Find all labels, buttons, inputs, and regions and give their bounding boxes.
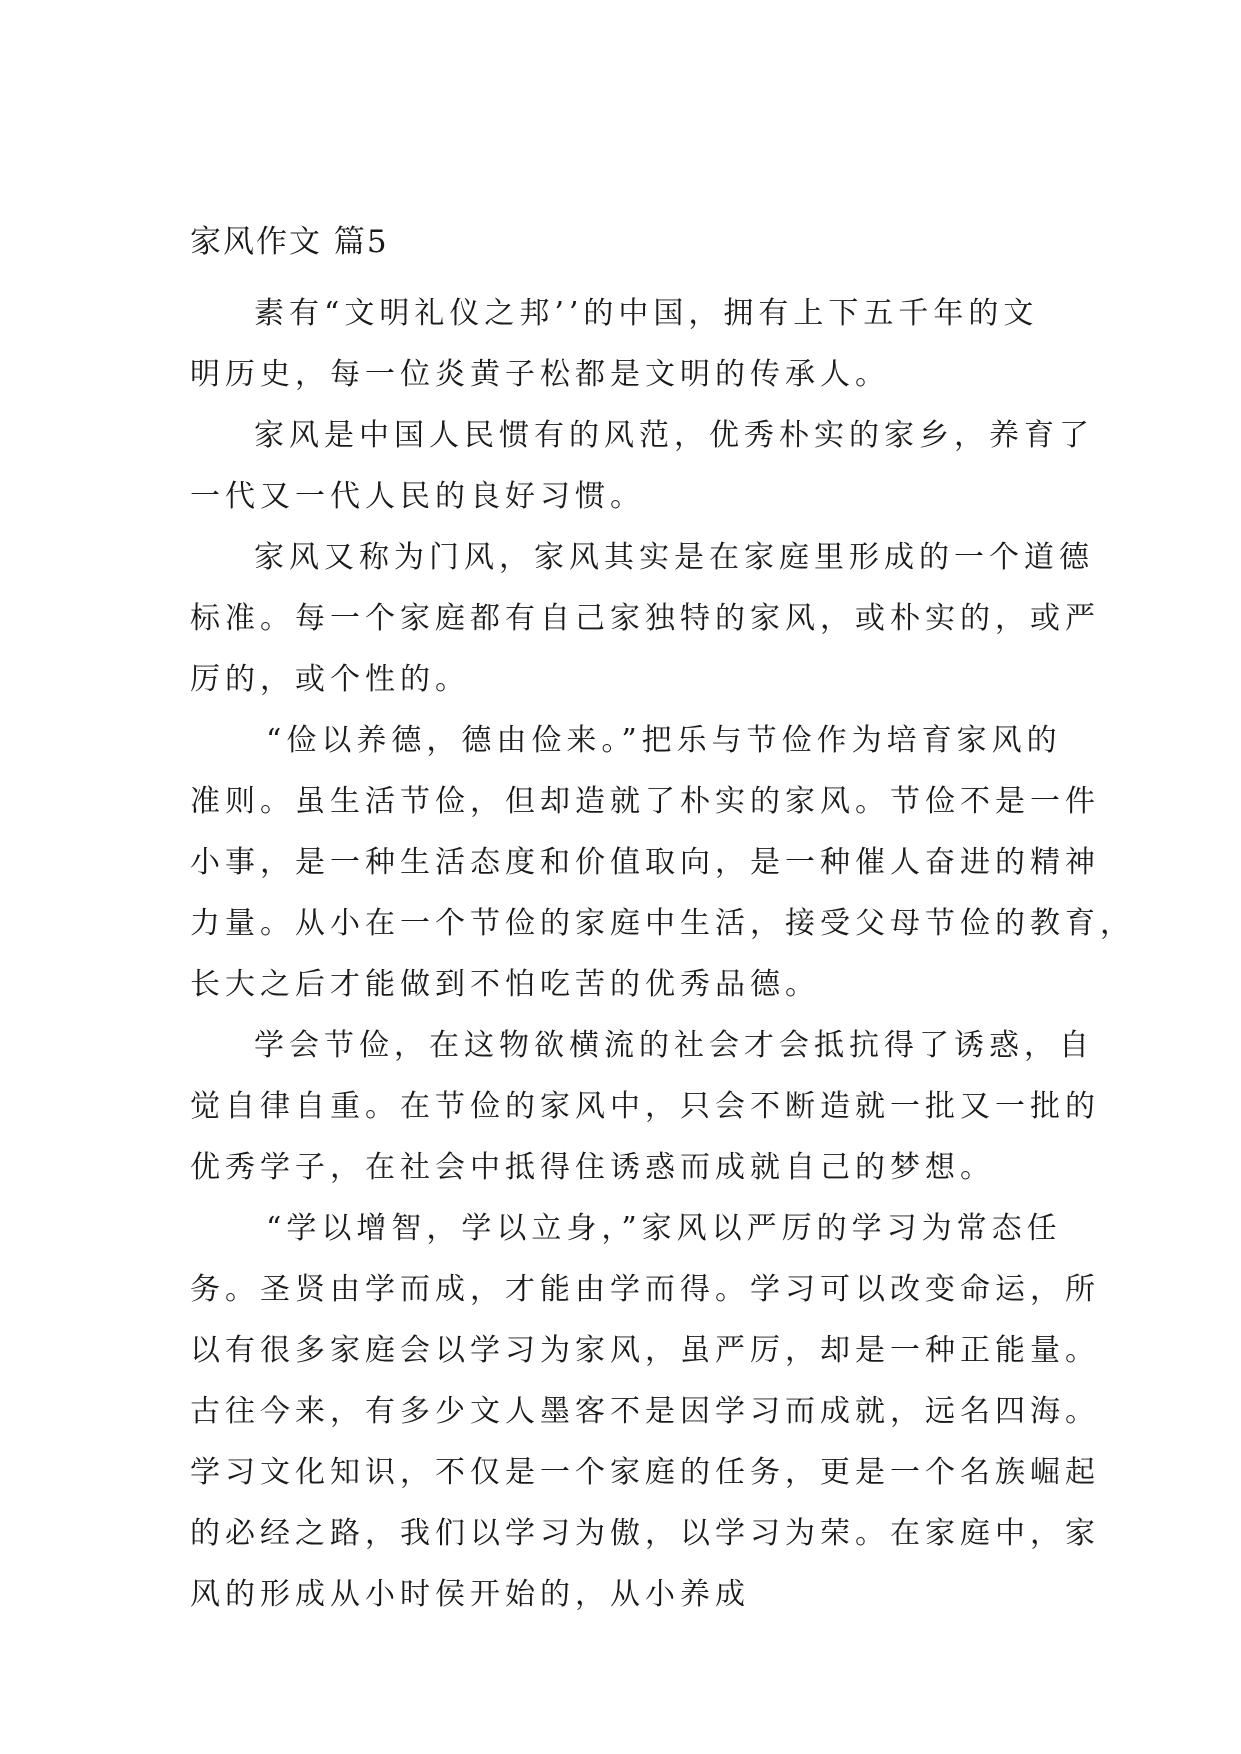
text-line: 一代又一代人民的良好习惯。 (190, 479, 645, 514)
paragraph (190, 1015, 1100, 1198)
document-title: 家风作文 篇5 (190, 224, 389, 260)
text-line: “学以增智，学以立身，”家风以严厉的学习为常态任 (266, 1211, 1062, 1246)
text-line: 以有很多家庭会以学习为家风，虽严厉，却是一种正能量。 (190, 1333, 1100, 1368)
text-line: 素有“文明礼仪之邦’’的中国，拥有上下五千年的文 (254, 296, 1039, 331)
text-line: 务。圣贤由学而成，才能由学而得。学习可以改变命运，所 (190, 1272, 1100, 1307)
text-line: 学习文化知识，不仅是一个家庭的任务，更是一个名族崛起 (190, 1455, 1100, 1490)
paragraph (190, 283, 1050, 405)
text-line: 标准。每一个家庭都有自己家独特的家风，或朴实的，或严 (190, 601, 1100, 636)
text-line: 风的形成从小时侯开始的，从小养成 (190, 1577, 750, 1612)
paragraph (190, 710, 1135, 1015)
text-line: 明历史，每一位炎黄子松都是文明的传承人。 (190, 357, 890, 392)
text-line: 力量。从小在一个节俭的家庭中生活，接受父母节俭的教育， (190, 906, 1135, 941)
text-line: 优秀学子，在社会中抵得住诱惑而成就自己的梦想。 (190, 1150, 995, 1185)
text-line: 长大之后才能做到不怕吃苦的优秀品德。 (190, 967, 820, 1002)
text-line: 觉自律自重。在节俭的家风中，只会不断造就一批又一批的 (190, 1089, 1100, 1124)
text-line: 准则。虽生活节俭，但却造就了朴实的家风。节俭不是一件 (190, 784, 1100, 819)
text-line: “俭以养德，德由俭来。”把乐与节俭作为培育家风的 (266, 723, 1062, 758)
text-line: 厉的，或个性的。 (190, 662, 470, 697)
document-body (190, 222, 1135, 1625)
paragraph (190, 1198, 1100, 1625)
text-line: 家风是中国人民惯有的风范，优秀朴实的家乡，养育了 (254, 418, 1094, 453)
text-line: 小事，是一种生活态度和价值取向，是一种催人奋进的精神 (190, 845, 1100, 880)
paragraph (190, 527, 1100, 710)
text-line: 古往今来，有多少文人墨客不是因学习而成就，远名四海。 (190, 1394, 1100, 1429)
text-line: 家风又称为门风，家风其实是在家庭里形成的一个道德 (254, 540, 1094, 575)
paragraph (190, 405, 1094, 527)
text-line: 的必经之路，我们以学习为傲，以学习为荣。在家庭中，家 (190, 1516, 1100, 1551)
text-line: 学会节俭，在这物欲横流的社会才会抵抗得了诱惑，自 (254, 1028, 1094, 1063)
